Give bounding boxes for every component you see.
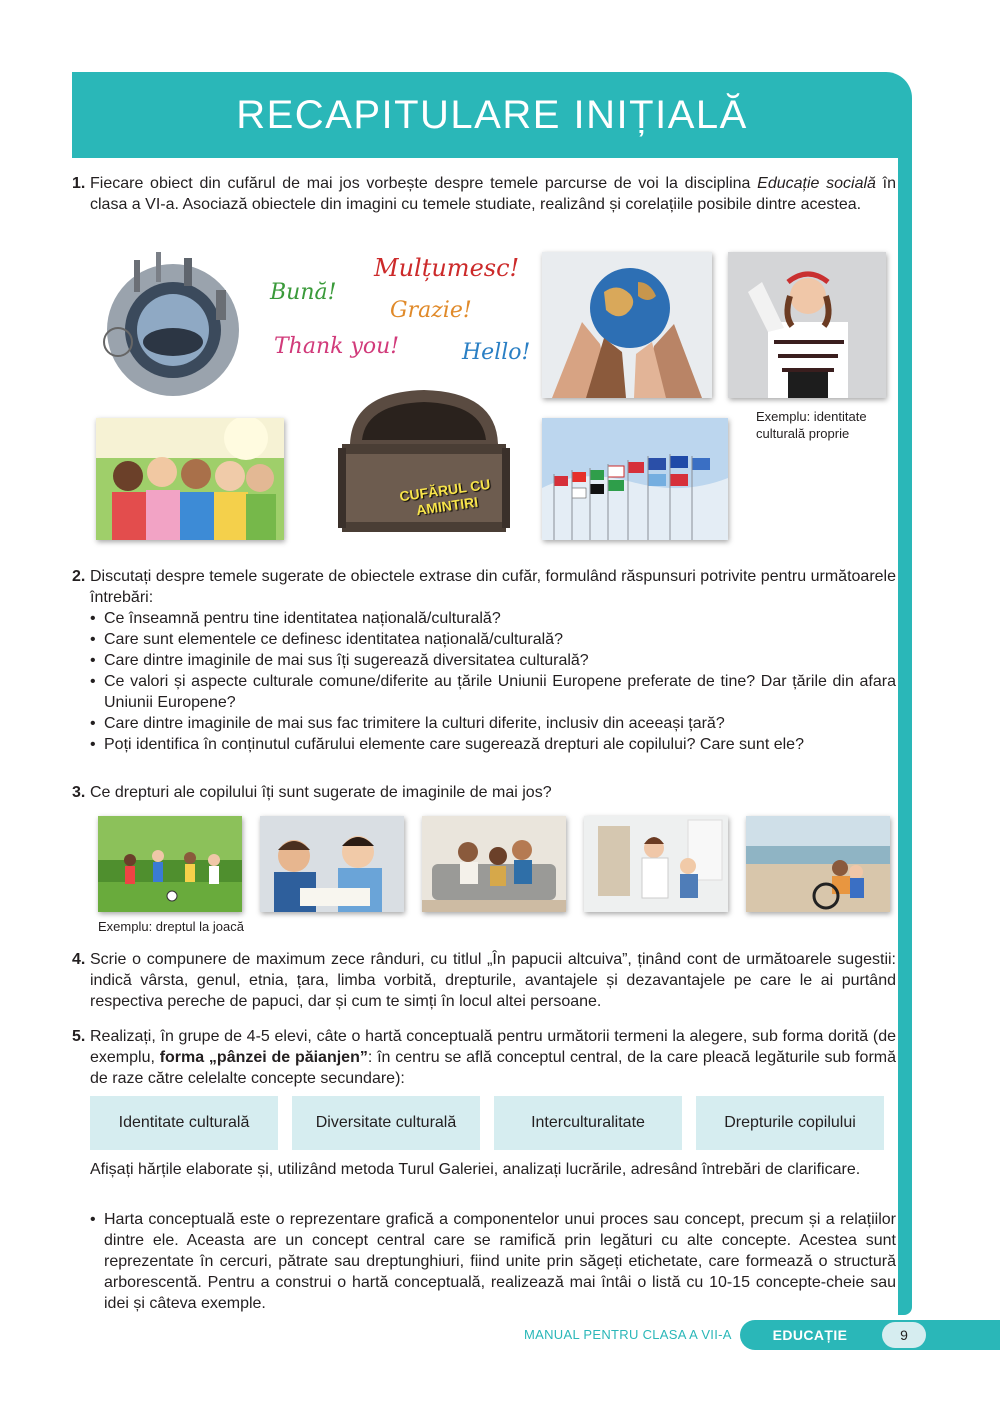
traditional-costume-photo bbox=[728, 252, 886, 398]
question-5 bbox=[72, 1026, 896, 1089]
question-bullets bbox=[90, 608, 896, 755]
greeting-thank-you: Thank you! bbox=[274, 334, 400, 359]
caption-cultural-identity: Exemplu: identitate culturală proprie bbox=[756, 409, 867, 441]
list-item: • Ce valori și aspecte culturale comune/diferite au țările Uniunii Europene preferate de tine? Dar țările din afara Uniunii Europene? bbox=[90, 671, 896, 713]
greeting-buna: Bună! bbox=[270, 280, 337, 305]
question-3 bbox=[72, 782, 896, 803]
instruction-text: Afișați hărțile elaborate și, utilizând metoda Turul Galeriei, analizați lucrările, adresând întrebări de clarificare. bbox=[90, 1161, 861, 1178]
question-text: Realizați, în grupe de 4-5 elevi, câte o hartă conceptuală pentru următorii termeni la alegere, sub forma dorită (de exemplu, forma „pânzei de păianjen”: în centru se află conceptul central, de la care pleacă legăturile sub formă de raze către celelalte concepte secundare): bbox=[90, 1028, 897, 1087]
question-5-continued bbox=[72, 1159, 896, 1180]
beach-wheelchair-photo bbox=[746, 816, 890, 912]
question-number: 2. bbox=[72, 568, 86, 585]
greeting-grazie: Grazie! bbox=[390, 298, 472, 323]
greeting-multumesc: Mulțumesc! bbox=[374, 254, 520, 282]
page-number: 9 bbox=[882, 1322, 926, 1348]
concept-box: Interculturalitate bbox=[494, 1096, 682, 1150]
footer-subject: EDUCAȚIE SOCIALĂ bbox=[772, 1327, 848, 1373]
question-1 bbox=[72, 173, 896, 215]
footer-tab bbox=[740, 1320, 1000, 1373]
list-item: • Care sunt elementele ce definesc identitatea națională/culturală? bbox=[90, 629, 896, 650]
children-group-photo bbox=[96, 418, 284, 540]
concept-box: Diversitate culturală bbox=[292, 1096, 480, 1150]
question-text: Ce drepturi ale copilului îți sunt sugerate de imaginile de mai jos? bbox=[90, 784, 552, 801]
city-globe-photo bbox=[96, 250, 250, 400]
list-item: • Care dintre imaginile de mai sus fac trimitere la culturi diferite, inclusiv din aceeași țară? bbox=[90, 713, 896, 734]
question-number: 5. bbox=[72, 1028, 86, 1045]
family-sofa-photo bbox=[422, 816, 566, 912]
kids-studying-photo bbox=[260, 816, 404, 912]
concept-box: Identitate culturală bbox=[90, 1096, 278, 1150]
chest-label: CUFĂRUL CU AMINTIRI bbox=[398, 475, 492, 519]
flags-photo bbox=[542, 418, 728, 540]
page-header bbox=[72, 72, 912, 158]
caption-right-to-play: Exemplu: dreptul la joacă bbox=[98, 919, 244, 934]
question-4 bbox=[72, 949, 896, 1012]
list-item: • Poți identifica în conținutul cufărului elemente care sugerează drepturi ale copilului? Care sunt ele? bbox=[90, 734, 896, 755]
page-title: RECAPITULARE INIȚIALĂ bbox=[236, 92, 748, 137]
earth-in-hands-photo bbox=[542, 252, 712, 398]
list-item: • Ce înseamnă pentru tine identitatea națională/culturală? bbox=[90, 608, 896, 629]
question-number: 1. bbox=[72, 175, 86, 192]
question-text: Discutați despre temele sugerate de obiectele extrase din cufăr, formulând răspunsuri potrivite pentru următoarele întrebări: bbox=[90, 568, 896, 606]
question-text: Fiecare obiect din cufărul de mai jos vorbește despre temele parcurse de voi la disciplina Educație socială în clasa a VI-a. Asociază obiectele din imagini cu temele studiate, realizând și corelațiile posibile dintre acestea. bbox=[90, 175, 896, 213]
concept-boxes bbox=[90, 1096, 884, 1150]
question-number: 4. bbox=[72, 951, 86, 968]
list-item: • Care dintre imaginile de mai sus îți sugerează diversitatea culturală? bbox=[90, 650, 896, 671]
question-2 bbox=[72, 566, 896, 755]
question-text: Scrie o compunere de maximum zece rânduri, cu titlul „În papucii altcuiva”, ținând cont de următoarele sugestii: indică vârsta, genul, etnia, țara, limba vorbită, drepturile, avantajele și dezavantajele pe care le ai purtând respectiva pereche de papuci, dar și cum te simți în locul altei persoane. bbox=[90, 951, 896, 1010]
question-number: 3. bbox=[72, 784, 86, 801]
greeting-hello: Hello! bbox=[462, 340, 531, 365]
concept-map-note bbox=[72, 1209, 896, 1314]
footer-manual-label: MANUAL PENTRU CLASA A VII-A bbox=[524, 1327, 732, 1342]
side-accent-bar bbox=[898, 150, 912, 1315]
doctor-visit-photo bbox=[584, 816, 728, 912]
kids-playing-football-photo bbox=[98, 816, 242, 912]
concept-box: Drepturile copilului bbox=[696, 1096, 884, 1150]
list-item: • Harta conceptuală este o reprezentare grafică a componentelor unui proces sau concept, precum și a relațiilor dintre ele. Aceasta are un concept central care se ramifică prin legături cu alte concepte. Acestea sunt reprezentate în cercuri, pătrate sau dreptunghiuri, fiind unite prin săgeți etichetate, care formează o structură arborescentă. Pentru a construi o hartă conceptuală, realizează mai întâi o listă cu 10-15 concepte-cheie sau idei și câteva exemple. bbox=[90, 1209, 896, 1314]
